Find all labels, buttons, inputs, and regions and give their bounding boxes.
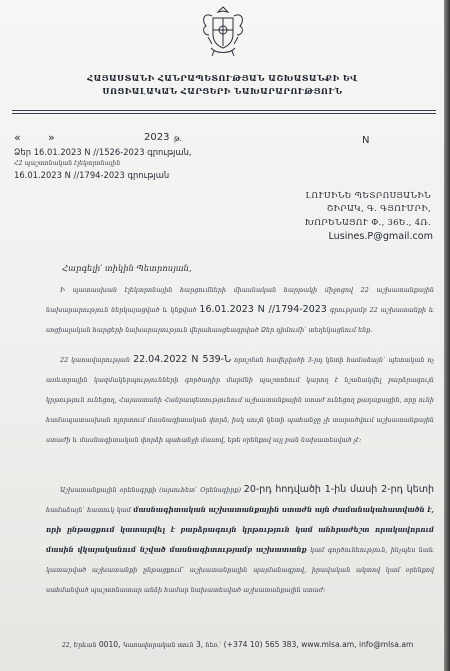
date-quote-close: » bbox=[48, 131, 55, 144]
footer-city: 22, Երևան bbox=[62, 642, 97, 649]
armenian-coat-of-arms-icon bbox=[198, 4, 248, 58]
footer-phone: (+374 10) 565 383, bbox=[223, 640, 299, 649]
registered-reference: 16.01.2023 N //1794-2023 գրության bbox=[14, 170, 170, 180]
recipient-address-line2: ԽՈՐԵՆԱՑՈՒ Փ., 36Ե., 4Ռ. bbox=[304, 217, 431, 227]
paragraph-1-text-a: Ի պատասխան էլեկտրոնային հարցումների միասնական հարթակի միջոցով 22 աշխատանքային նախարարություն ներկայացված և կնքված bbox=[46, 286, 434, 314]
salutation: Հարգելի՛ տիկին Պետրոսյան, bbox=[62, 263, 192, 273]
letter-year-suffix: թ. bbox=[174, 134, 182, 143]
header-divider bbox=[12, 110, 436, 111]
footer-street: Կառավարական տուն bbox=[122, 642, 194, 649]
footer-postcode: 0010, bbox=[98, 640, 121, 649]
recipient-email: Lusines.P@gmail.com bbox=[328, 231, 433, 242]
paragraph-1 bbox=[46, 280, 434, 340]
paragraph-3-text-a: Աշխատանքային օրենսգրքի (այսուհետ՝ Օրենսգիրք) bbox=[60, 486, 241, 494]
paragraph-2-text-a: 22 կառավարության bbox=[60, 356, 131, 364]
registered-note: Հ2 պաշտոնական էլեկտրոնային bbox=[14, 160, 121, 167]
footer-building: 3, bbox=[195, 640, 204, 649]
recipient-address-line1: ՇԻՐԱԿ, Գ. ԳՅՈՒՄՐԻ, bbox=[326, 203, 431, 213]
letter-year: 2023 bbox=[144, 132, 170, 143]
header-divider-thin bbox=[12, 113, 436, 114]
reply-reference: Ձեր 16.01.2023 N //1526-2023 գրության, bbox=[14, 147, 192, 157]
background-edge bbox=[444, 0, 450, 671]
paragraph-3-text-b: համաձայն՝ հատուկ կամ bbox=[46, 506, 131, 514]
footer-website: www.mlsa.am, bbox=[301, 640, 357, 649]
paragraph-3-bold-text: մասնագիտական աշխատանքային ստաժն այն ժամանակահատվածն է, որի ընթացքում կատարվել է բարձրագույն կրթություն կամ անհրաժեշտ որակավորում մասին վկայականում նշված մասնագիտությամբ աշխատանք bbox=[46, 505, 434, 554]
paragraph-3 bbox=[46, 480, 434, 600]
date-quote-open: « bbox=[14, 131, 21, 144]
footer-email: info@mlsa.am bbox=[358, 640, 414, 649]
letter-number-label: N bbox=[362, 135, 370, 146]
ministry-name-line2: ՍՈՑԻԱԼԱԿԱՆ ՀԱՐՑԵՐԻ ՆԱԽԱՐԱՐՈՒԹՅՈՒՆ bbox=[102, 86, 343, 96]
paragraph-2 bbox=[46, 350, 434, 450]
ministry-footer bbox=[62, 640, 413, 649]
footer-phone-label: հեռ.՝ bbox=[205, 642, 222, 649]
paragraph-1-text-b: գրությամբ 22 աշխատանքի և սոցիալական հարցերի նախարարություն վերահասցեագրված Ձեր դիմումի՝ տեղեկացնում ենք. bbox=[46, 306, 434, 334]
paragraph-3-reference: 20-րդ հոդվածի 1-ին մասի 2-րդ կետի bbox=[243, 484, 434, 495]
paragraph-1-reference: 16.01.2023 N //1794-2023 bbox=[199, 304, 327, 315]
paragraph-3-text-c: կամ գործունեություն, ինչպես նաև կատարված աշխատանքի ընթացքում՝ աշխատանքային պայմանագրով, իրավական ակտով կամ օրենքով սահմանված պաշտոնատար անձի համար նախատեսված աշխատանքային ստաժ: bbox=[46, 546, 434, 594]
recipient-name: ԼՈՒՍԻՆԵ ՊԵՏՐՈՍՅԱՆԻՆ bbox=[305, 190, 431, 200]
paragraph-2-text-b: որոշման հավելվածի 3-րդ կետի համաձայն՝ պետական ոչ առևտրային կազմակերպությունների գործադիր մարմնի պաշտոնում կարող է նշանակվել բարձրագույն կրթություն ունեցող, Հայաստանի Հանրապետությունում աշխատանքային ստաժ ունեցող քաղաքացին, որը ունի համապատասխան ոլորտում մասնագիտական փորձ, իսկ սույն կետի պահանջը չի տարածվում աշխատանքային ստաժի և մասնագիտական փորձի պահանջի մասով, եթե օրենքով այլ բան նախատեսված չէ: bbox=[46, 356, 434, 444]
paragraph-2-reference: 22.04.2022 N 539-Ն bbox=[133, 354, 232, 365]
ministry-name-line1: ՀԱՅԱՍՏԱՆԻ ՀԱՆՐԱՊԵՏՈՒԹՅԱՆ ԱՇԽԱՏԱՆՔԻ ԵՎ bbox=[87, 73, 358, 83]
